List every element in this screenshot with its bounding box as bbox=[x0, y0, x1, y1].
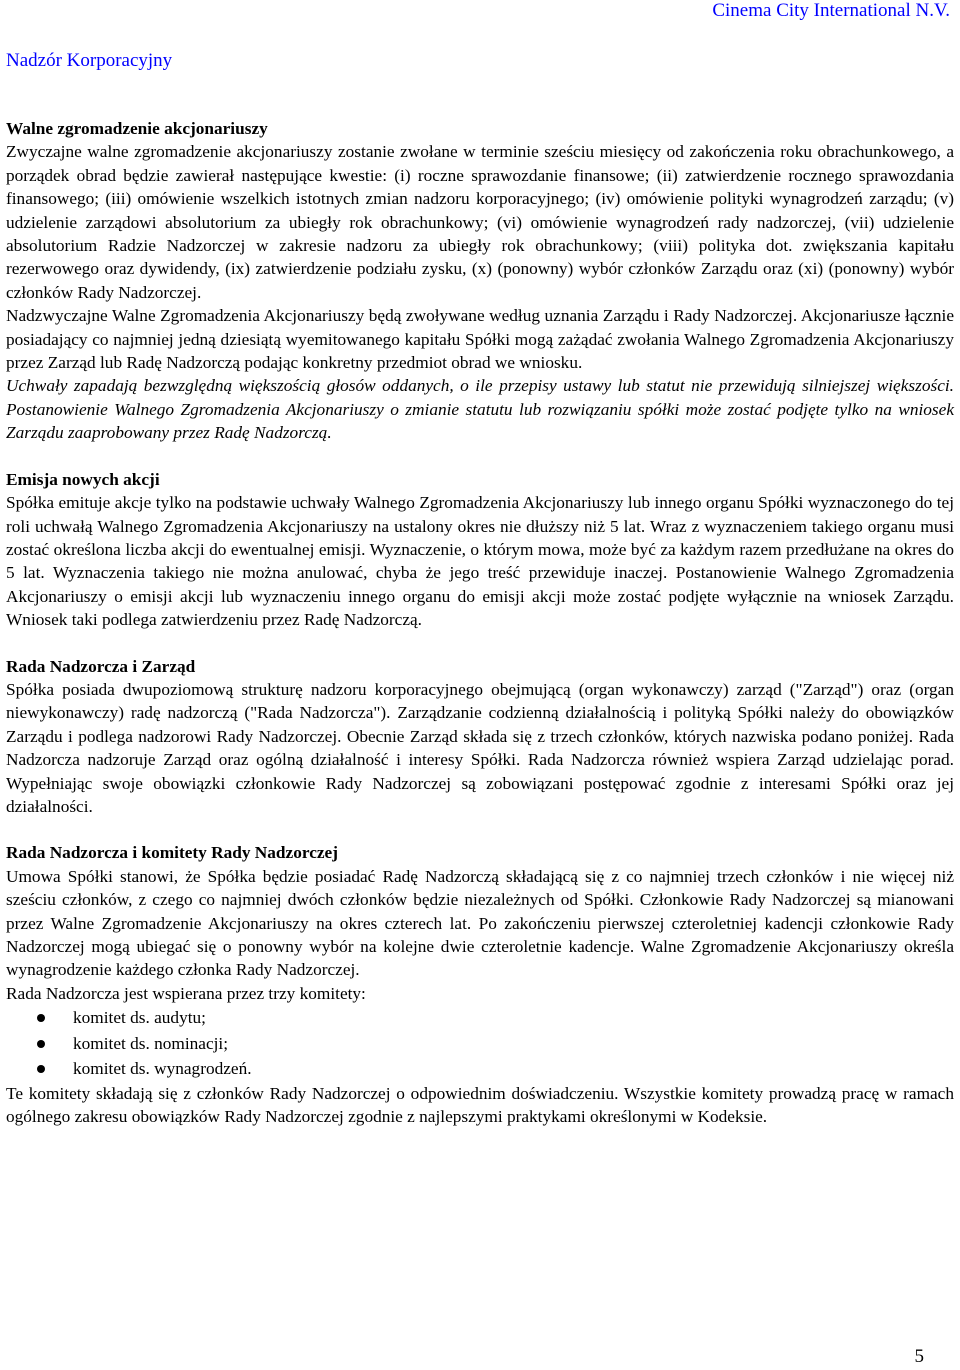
section-spacer bbox=[6, 445, 954, 468]
section-heading-share-issue: Emisja nowych akcji bbox=[6, 469, 160, 489]
paragraph-supervisory-board-composition: Umowa Spółki stanowi, że Spółka będzie posiadać Radę Nadzorczą składającą się z co najmniej trzech członków i nie więcej niż sześciu członków, z czego co najmniej dwóch członków będzie niezależnych od Spółki. Członkowie Rady Nadzorczej są mianowani przez Walne Zgromadzenie Akcjonariuszy na okres czterech lat. Po zakończeniu pierwszej czteroletniej kadencji członkowie Rady Nadzorczej mogą ubiegać się o ponowny wybór na kolejne dwie czteroletnie kadencje. Walne Zgromadzenie Akcjonariuszy określa wynagrodzenie każdego członka Rady Nadzorczej. bbox=[6, 866, 954, 980]
paragraph-annual-meeting: Zwyczajne walne zgromadzenie akcjonariuszy zostanie zwołane w terminie sześciu miesięcy od zakończenia roku obrachunkowego, a porządek obrad będzie zawierał następujące kwestie: (i) roczne sprawozdanie finansowe; (ii) zatwierdzenie rocznego sprawozdania finansowego; (iii) omówienie wszelkich istotnych zmian nadzoru korporacyjnego; (iv) omówienie polityki wynagrodzeń zarządu; (v) udzielenie zarządowi absolutorium za ubiegły rok obrachunkowy; (vi) omówienie wynagrodzeń rady nadzorczej, (vii) udzielenie absolutorium Radzie Nadzorczej w zakresie nadzoru za ubiegły rok obrachunkowy; (viii) polityka dot. zwiększania kapitału rezerwowego oraz dywidendy, (ix) zatwierdzenie podziału zysku, (x) (ponowny) wybór członków Zarządu oraz (xi) (ponowny) wybór członków Rady Nadzorczej. bbox=[6, 142, 954, 302]
list-item bbox=[6, 1005, 954, 1031]
list-item-label: komitet ds. audytu; bbox=[73, 1008, 206, 1028]
paragraph-two-tier-structure: Spółka posiada dwupoziomową strukturę nadzoru korporacyjnego obejmującą (organ wykonawczy) zarząd ("Zarząd") oraz (organ niewykonawczy) radę nadzorczą ("Rada Nadzorcza"). Zarządzanie codzienną działalnością i polityką Spółki należy do obowiązków Zarządu i podlega nadzorowi Rady Nadzorczej. Obecnie Zarząd składa się z trzech członków, których nazwiska podano poniżej. Rada Nadzorcza nadzoruje Zarząd oraz ogólną działalność i interesy Spółki. Rada Nadzorcza również wspiera Zarząd udzielając porad. Wypełniając swoje obowiązki członkowie Rady Nadzorczej są zobowiązani postępować zgodnie z interesami Spółki oraz jej działalności. bbox=[6, 679, 954, 816]
document-body bbox=[6, 117, 954, 1129]
paragraph-extraordinary-meeting: Nadzwyczajne Walne Zgromadzenia Akcjonariuszy będą zwoływane według uznania Zarządu i Rady Nadzorczej. Akcjonariusze łącznie posiadający co najmniej jedną dziesiątą wyemitowanego kapitału Spółki mogą zażądać zwołania Walnego Zgromadzenia Akcjonariuszy przez Zarząd lub Radę Nadzorczą podając konkretny przedmiot obrad we wniosku. bbox=[6, 306, 954, 373]
running-header-company: Cinema City International N.V. bbox=[712, 0, 950, 21]
paragraph-committees-experience: Te komitety składają się z członków Rady Nadzorczej o odpowiednim doświadczeniu. Wszystkie komitety prowadzą pracę w ramach ogólnego zakresu obowiązków Rady Nadzorczej zgodnie z najlepszymi praktykami określonymi w Kodeksie. bbox=[6, 1083, 954, 1127]
list-item-label: komitet ds. nominacji; bbox=[73, 1033, 229, 1053]
paragraph-resolutions: Uchwały zapadają bezwzględną większością głosów oddanych, o ile przepisy ustawy lub statut nie przewidują silniejszej większości. Postanowienie Walnego Zgromadzenia Akcjonariuszy o zmianie statutu lub rozwiązaniu spółki może zostać podjęte tylko na wniosek Zarządu zaaprobowany przez Radę Nadzorczą. bbox=[6, 376, 954, 443]
bullet-icon bbox=[37, 1014, 45, 1022]
section-heading-boards: Rada Nadzorcza i Zarząd bbox=[6, 656, 196, 676]
bullet-icon bbox=[37, 1040, 45, 1048]
bullet-icon bbox=[37, 1065, 45, 1073]
section-spacer bbox=[6, 818, 954, 841]
page-number: 5 bbox=[914, 1346, 924, 1367]
section-heading-general-meeting: Walne zgromadzenie akcjonariuszy bbox=[6, 119, 268, 138]
section-heading-committees: Rada Nadzorcza i komitety Rady Nadzorczej bbox=[6, 843, 338, 863]
list-item bbox=[6, 1031, 954, 1057]
document-title: Nadzór Korporacyjny bbox=[6, 50, 173, 71]
list-item bbox=[6, 1056, 954, 1082]
list-item-label: komitet ds. wynagrodzeń. bbox=[73, 1059, 252, 1079]
paragraph-committees-intro: Rada Nadzorcza jest wspierana przez trzy komitety: bbox=[6, 983, 366, 1003]
paragraph-share-issue: Spółka emituje akcje tylko na podstawie uchwały Walnego Zgromadzenia Akcjonariuszy lub innego organu Spółki wyznaczonego do tej roli uchwałą Walnego Zgromadzenia Akcjonariuszy na ustalony okres nie dłuższy niż 5 lat. Wraz z wyznaczeniem takiego organu musi zostać określona liczba akcji do ewentualnej emisji. Wyznaczenie, o którym mowa, może być za każdym razem przedłużane na okres do 5 lat. Wyznaczenia takiego nie można anulować, chyba że jego treść przewiduje inaczej. Postanowienie Walnego Zgromadzenia Akcjonariuszy o emisji akcji lub wyznaczeniu innego organu do emisji akcji może zostać podjęte wyłącznie na wniosek Zarządu. Wniosek taki podlega zatwierdzeniu przez Radę Nadzorczą. bbox=[6, 493, 954, 630]
section-spacer bbox=[6, 632, 954, 655]
committee-list bbox=[6, 1005, 954, 1082]
